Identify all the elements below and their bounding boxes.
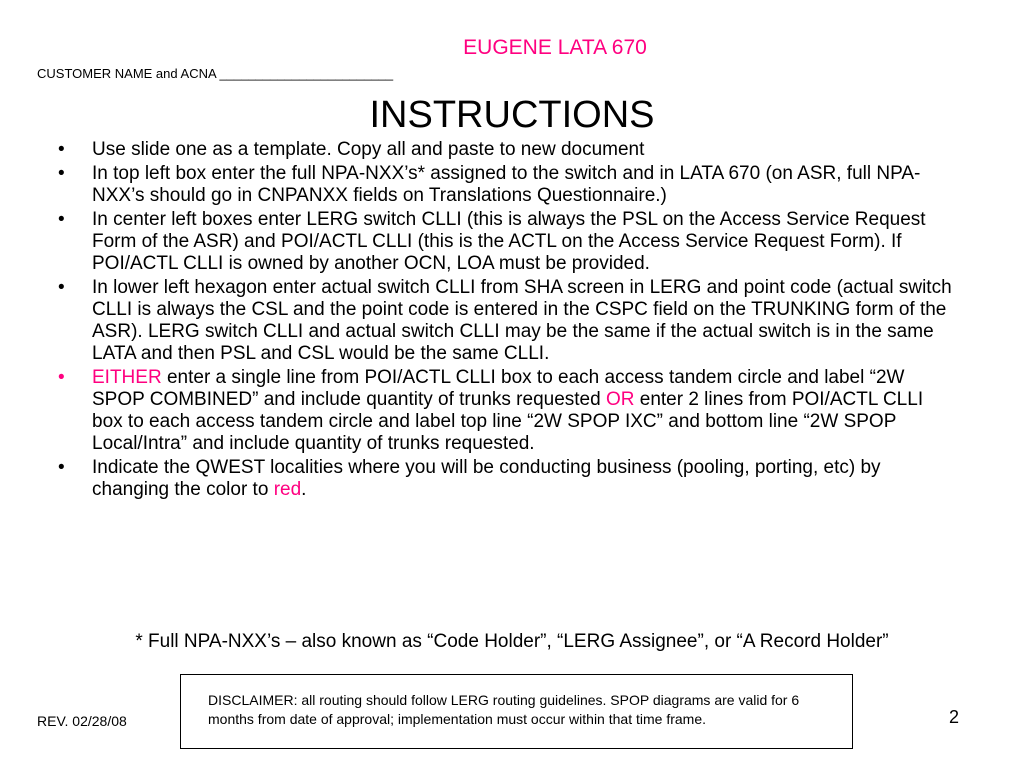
or-keyword: OR xyxy=(605,389,635,410)
instructions-heading: INSTRUCTIONS xyxy=(369,94,655,136)
bullet-icon: • xyxy=(58,457,65,478)
bullet-text: Indicate the QWEST localities where you will be conducting business (pooling, porting, etc) by changing the color to xyxy=(92,457,881,500)
bullet-icon: • xyxy=(58,277,65,298)
footnote: * Full NPA-NXX’s – also known as “Code Holder”, “LERG Assignee”, or “A Record Holder” xyxy=(135,631,889,652)
list-item xyxy=(58,367,958,455)
bullet-text: In top left box enter the full NPA-NXX’s* assigned to the switch and in LATA 670 (on ASR, full NPA-NXX’s should go in CNPANXX fields on Translations Questionnaire.) xyxy=(92,163,921,206)
bullet-icon: • xyxy=(58,163,65,184)
list-item xyxy=(58,139,958,161)
list-item xyxy=(58,277,958,365)
bullet-text: enter a single line from POI/ACTL CLLI box to each access tandem circle and label “2W SPOP COMBINED” and include quantity of trunks requested xyxy=(92,367,905,410)
bullet-icon: • xyxy=(58,209,65,230)
instructions-list xyxy=(58,139,958,503)
bullet-text: In lower left hexagon enter actual switch CLLI from SHA screen in LERG and point code (actual switch CLLI is always the CSL and the point code is entered in the CSPC field on the TRUNKING form of the ASR). LERG switch CLLI and actual switch CLLI may be the same if the actual switch is in the same LATA and then PSL and CSL would be the same CLLI. xyxy=(92,277,952,364)
bullet-text: . xyxy=(301,479,307,500)
disclaimer-box xyxy=(180,674,853,749)
disclaimer-text: DISCLAIMER: all routing should follow LERG routing guidelines. SPOP diagrams are valid for 6 months from date of approval; implementation must occur within that time frame. xyxy=(208,692,800,727)
either-keyword: EITHER xyxy=(92,367,162,388)
bullet-text: Use slide one as a template. Copy all and paste to new document xyxy=(92,139,645,160)
customer-name-acna-line: CUSTOMER NAME and ACNA ________________________ xyxy=(37,66,394,81)
list-item xyxy=(58,457,958,501)
bullet-text: In center left boxes enter LERG switch CLLI (this is always the PSL on the Access Service Request Form of the ASR) and POI/ACTL CLLI (this is the ACTL on the Access Service Request Form). If POI/ACTL CLLI is owned by another OCN, LOA must be provided. xyxy=(92,209,926,274)
list-item xyxy=(58,209,958,275)
bullet-icon: • xyxy=(58,139,65,160)
list-item xyxy=(58,163,958,207)
bullet-text: enter 2 lines from POI/ACTL CLLI box to each access tandem circle and label top line “2W SPOP IXC” and bottom line “2W SPOP Local/Intra” and include quantity of trunks requested. xyxy=(92,389,924,454)
page-number: 2 xyxy=(949,707,960,727)
red-keyword: red xyxy=(273,479,302,500)
bullet-icon: • xyxy=(58,367,65,388)
lata-title: EUGENE LATA 670 xyxy=(463,36,647,59)
revision-date: REV. 02/28/08 xyxy=(37,713,127,729)
